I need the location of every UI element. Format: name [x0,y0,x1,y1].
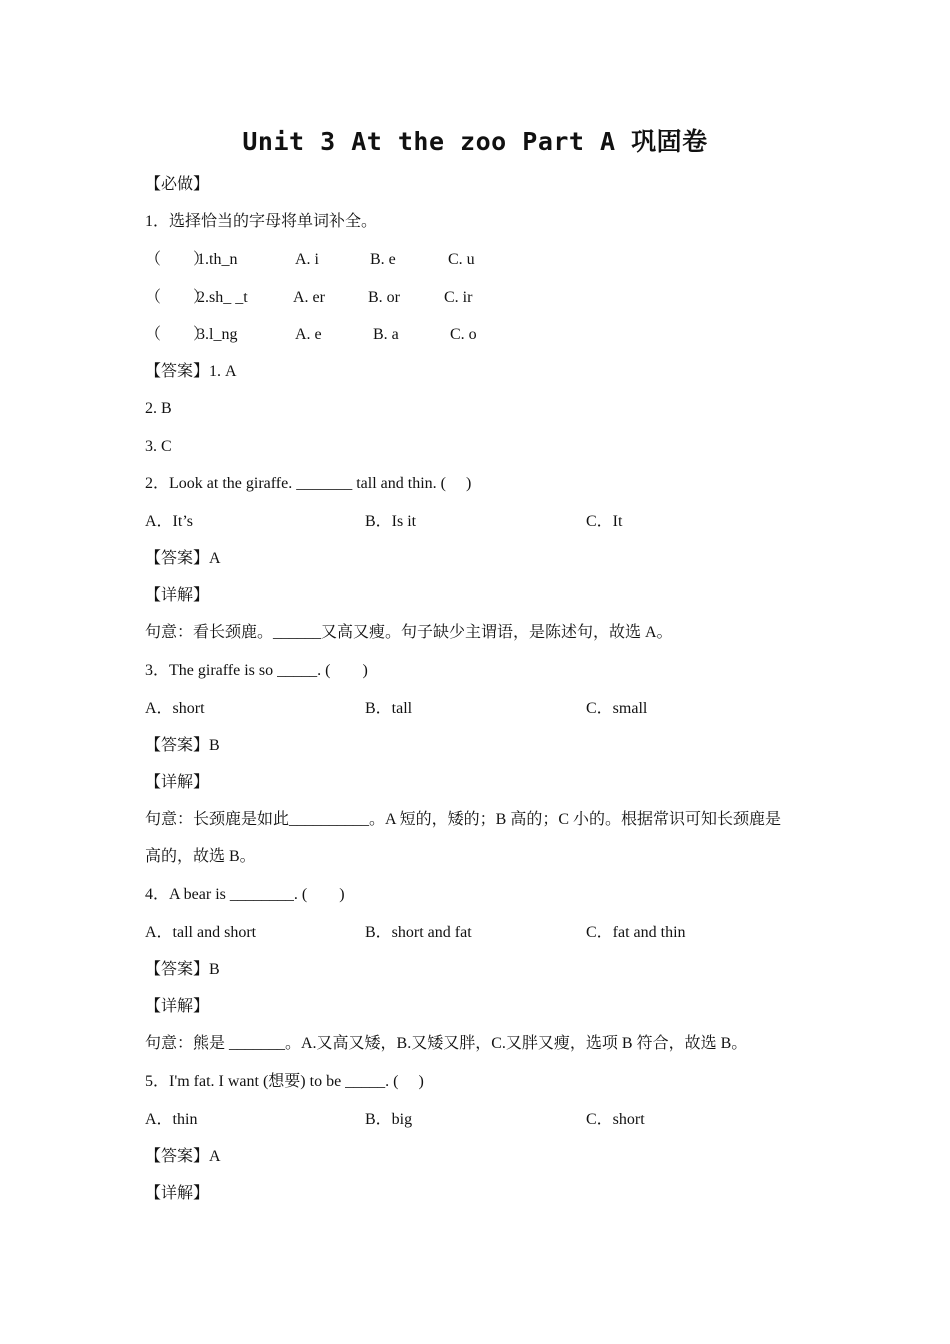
answer-label: 【答案】B [145,961,220,978]
answer-label: 【答案】1. A [145,363,237,380]
option-b: B．big [365,1111,413,1128]
option-b: B．tall [365,700,413,717]
q1-word: 2.sh_ _t [197,289,248,306]
option-a: A．tall and short [145,924,257,941]
option-b: B．short and fat [365,924,472,941]
option-b: B. e [370,251,396,268]
answer-label: 【答案】B [145,737,220,754]
option-a: A. e [295,326,322,343]
section-label: 【必做】 [145,176,210,193]
page-title: Unit 3 At the zoo Part A 巩固卷 [242,127,708,156]
q1-word: 3.l_ng [197,326,238,343]
option-a: A. er [293,289,325,306]
q3-stem: 3．The giraffe is so _____. ( ) [145,662,368,679]
answer-paren: （ ） [145,251,210,268]
option-c: C. u [448,251,475,268]
detail-text: 句意：长颈鹿是如此__________。A 短的，矮的；B 高的；C 小的。根据常识可知长颈鹿是 [145,811,782,828]
answer-line: 2. B [145,400,172,417]
detail-label: 【详解】 [145,1185,210,1202]
option-c: C．fat and thin [586,924,686,941]
option-a: A. i [295,251,319,268]
q1-word: 1.th_n [197,251,238,268]
option-c: C．It [586,513,623,530]
option-b: B. a [373,326,399,343]
option-b: B．Is it [365,513,417,530]
answer-label: 【答案】A [145,550,221,567]
q2-stem: 2．Look at the giraffe. _______ tall and thin. ( ) [145,475,472,492]
answer-paren: （ ） [145,326,210,343]
q4-stem: 4．A bear is ________. ( ) [145,886,345,903]
detail-label: 【详解】 [145,998,210,1015]
option-a: A．short [145,700,205,717]
option-a: A．It’s [145,513,194,530]
q5-stem: 5．I'm fat. I want (想要) to be _____. ( ) [145,1073,424,1090]
option-c: C．small [586,700,648,717]
option-c: C．short [586,1111,645,1128]
option-a: A．thin [145,1111,198,1128]
detail-text: 高的，故选 B。 [145,848,256,865]
answer-label: 【答案】A [145,1148,221,1165]
detail-label: 【详解】 [145,774,210,791]
answer-line: 3. C [145,438,172,455]
option-c: C. ir [444,289,473,306]
detail-text: 句意：熊是 _______。A.又高又矮，B.又矮又胖，C.又胖又瘦，选项 B 符合，故选 B。 [145,1035,748,1052]
detail-label: 【详解】 [145,587,210,604]
option-b: B. or [368,289,400,306]
q1-stem: 1．选择恰当的字母将单词补全。 [145,213,378,230]
detail-text: 句意：看长颈鹿。______又高又瘦。句子缺少主谓语，是陈述句，故选 A。 [145,624,673,641]
answer-paren: （ ） [145,289,210,306]
option-c: C. o [450,326,477,343]
